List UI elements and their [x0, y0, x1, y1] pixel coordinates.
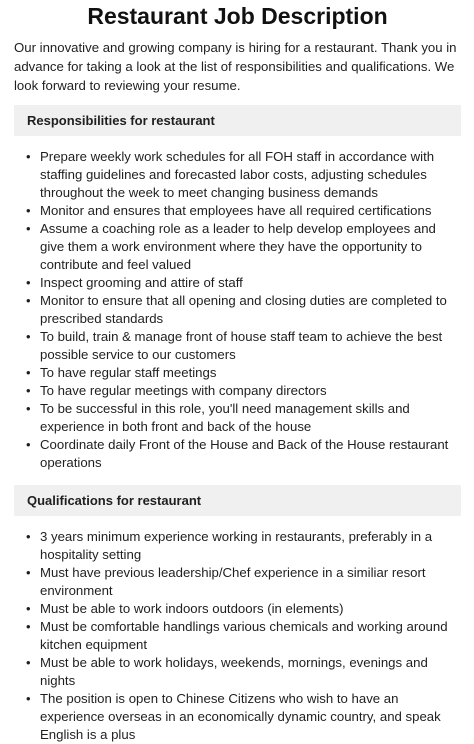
- bullet-icon: •: [26, 619, 31, 634]
- list-item: • Must be able to work indoors outdoors (in elements): [26, 601, 344, 616]
- bullet-icon: •: [26, 655, 31, 670]
- qualifications-heading: Qualifications for restaurant: [14, 485, 461, 516]
- bullet-icon: •: [26, 383, 31, 398]
- list-item: • Assume a coaching role as a leader to help develop employees and give them a work environment where they have the opportunity to contribute and feel valued: [26, 221, 436, 272]
- responsibilities-list: [14, 148, 461, 472]
- list-item: • To have regular staff meetings: [26, 365, 217, 380]
- bullet-icon: •: [26, 365, 31, 380]
- bullet-icon: •: [26, 149, 31, 164]
- list-item: • To have regular meetings with company directors: [26, 383, 327, 398]
- bullet-icon: •: [26, 275, 31, 290]
- list-item: • Monitor and ensures that employees have all required certifications: [26, 203, 432, 218]
- intro-paragraph: Our innovative and growing company is hiring for a restaurant. Thank you in advance for taking a look at the list of responsibilities and qualifications. We look forward to reviewing your resume.: [14, 40, 457, 93]
- list-item: • Must have previous leadership/Chef experience in a similiar resort environment: [26, 565, 426, 598]
- list-item: • The position is open to Chinese Citizens who wish to have an experience overseas in an economically dynamic country, and speak English is a plus: [26, 691, 441, 742]
- list-item: • To be successful in this role, you'll need management skills and experience in both front and back of the house: [26, 401, 410, 434]
- bullet-icon: •: [26, 601, 31, 616]
- responsibilities-heading: Responsibilities for restaurant: [14, 105, 461, 136]
- bullet-icon: •: [26, 691, 31, 706]
- list-item: • To build, train & manage front of house staff team to achieve the best possible service to our customers: [26, 329, 443, 362]
- bullet-icon: •: [26, 221, 31, 236]
- list-item: • Must be comfortable handlings various chemicals and working around kitchen equipment: [26, 619, 448, 652]
- list-item: • Must be able to work holidays, weekends, mornings, evenings and nights: [26, 655, 428, 688]
- bullet-icon: •: [26, 203, 31, 218]
- list-item: • 3 years minimum experience working in restaurants, preferably in a hospitality setting: [26, 529, 433, 562]
- bullet-icon: •: [26, 329, 31, 344]
- bullet-icon: •: [26, 529, 31, 544]
- list-item: • Prepare weekly work schedules for all FOH staff in accordance with staffing guidelines and forecasted labor costs, adjusting schedules throughout the week to meet changing business demands: [26, 149, 435, 200]
- qualifications-list: [14, 528, 461, 744]
- list-item: • Monitor to ensure that all opening and closing duties are completed to prescribed standards: [26, 293, 447, 326]
- bullet-icon: •: [26, 401, 31, 416]
- bullet-icon: •: [26, 565, 31, 580]
- bullet-icon: •: [26, 293, 31, 308]
- page-title: Restaurant Job Description: [87, 3, 388, 29]
- list-item: • Inspect grooming and attire of staff: [26, 275, 243, 290]
- list-item: • Coordinate daily Front of the House and Back of the House restaurant operations: [26, 437, 449, 470]
- bullet-icon: •: [26, 437, 31, 452]
